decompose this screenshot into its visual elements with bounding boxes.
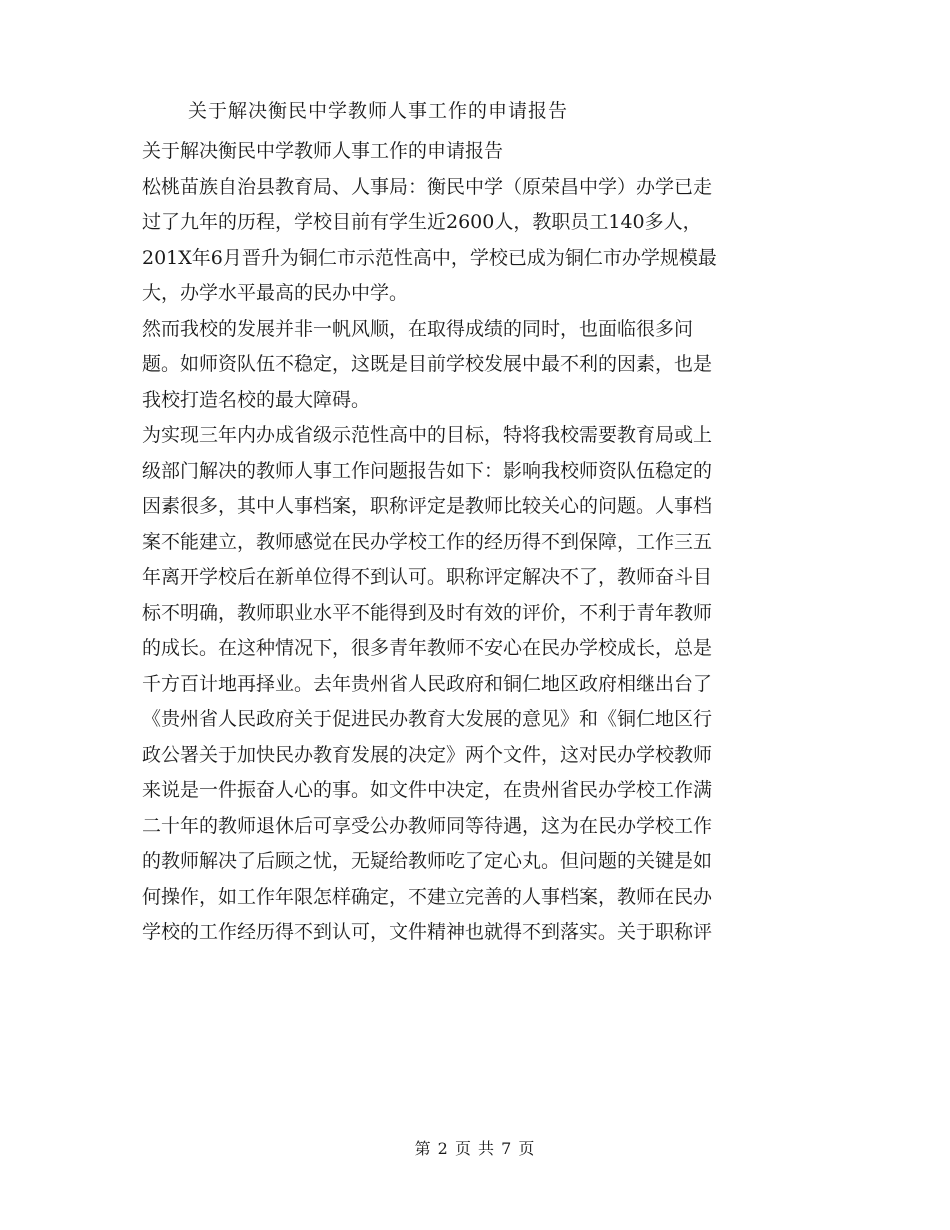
body-line: 松桃苗族自治县教育局、人事局：衡民中学（原荣昌中学）办学已走 (142, 175, 713, 198)
page-number-footer: 第 2 页 共 7 页 (414, 1139, 536, 1158)
body-line: 的成长。在这种情况下，很多青年教师不安心在民办学校成长，总是 (142, 637, 713, 659)
body-line: 为实现三年内办成省级示范性高中的目标，特将我校需要教育局或上 (142, 424, 713, 446)
body-line: 我校打造名校的最大障碍。 (142, 388, 371, 411)
body-line: 题。如师资队伍不稳定，这既是目前学校发展中最不利的因素，也是 (142, 353, 713, 375)
body-line: 级部门解决的教师人事工作问题报告如下：影响我校师资队伍稳定的 (142, 459, 713, 482)
body-line: 《贵州省人民政府关于促进民办教育大发展的意见》和《铜仁地区行 (142, 708, 713, 730)
body-line: 案不能建立，教师感觉在民办学校工作的经历得不到保障，工作三五 (142, 530, 713, 553)
body-line: 何操作，如工作年限怎样确定，不建立完善的人事档案，教师在民办 (142, 885, 713, 908)
body-line: 千方百计地再择业。去年贵州省人民政府和铜仁地区政府相继出台了 (142, 672, 713, 695)
body-line: 201X年6月晋升为铜仁市示范性高中，学校已成为铜仁市办学规模最 (142, 246, 717, 269)
body-line: 二十年的教师退休后可享受公办教师同等待遇，这为在民办学校工作 (142, 814, 713, 837)
body-line: 政公署关于加快民办教育发展的决定》两个文件，这对民办学校教师 (142, 743, 713, 766)
body-line: 过了九年的历程，学校目前有学生近2600人，教职员工140多人， (142, 211, 702, 233)
body-line: 大，办学水平最高的民办中学。 (142, 282, 409, 304)
body-line: 标不明确，教师职业水平不能得到及时有效的评价，不利于青年教师 (142, 601, 713, 624)
document-title: 关于解决衡民中学教师人事工作的申请报告 (188, 100, 569, 122)
document-body (142, 134, 802, 951)
body-line: 学校的工作经历得不到认可，文件精神也就得不到落实。关于职称评 (142, 921, 713, 943)
body-line: 来说是一件振奋人心的事。如文件中决定，在贵州省民办学校工作满 (142, 779, 713, 801)
body-line: 因素很多，其中人事档案，职称评定是教师比较关心的问题。人事档 (142, 495, 713, 517)
body-line: 然而我校的发展并非一帆风顺，在取得成绩的同时，也面临很多问 (142, 317, 694, 340)
body-line: 年离开学校后在新单位得不到认可。职称评定解决不了，教师奋斗目 (142, 566, 713, 588)
body-line: 的教师解决了后顾之忧，无疑给教师吃了定心丸。但问题的关键是如 (142, 850, 713, 872)
body-line: 关于解决衡民中学教师人事工作的申请报告 (142, 140, 504, 162)
